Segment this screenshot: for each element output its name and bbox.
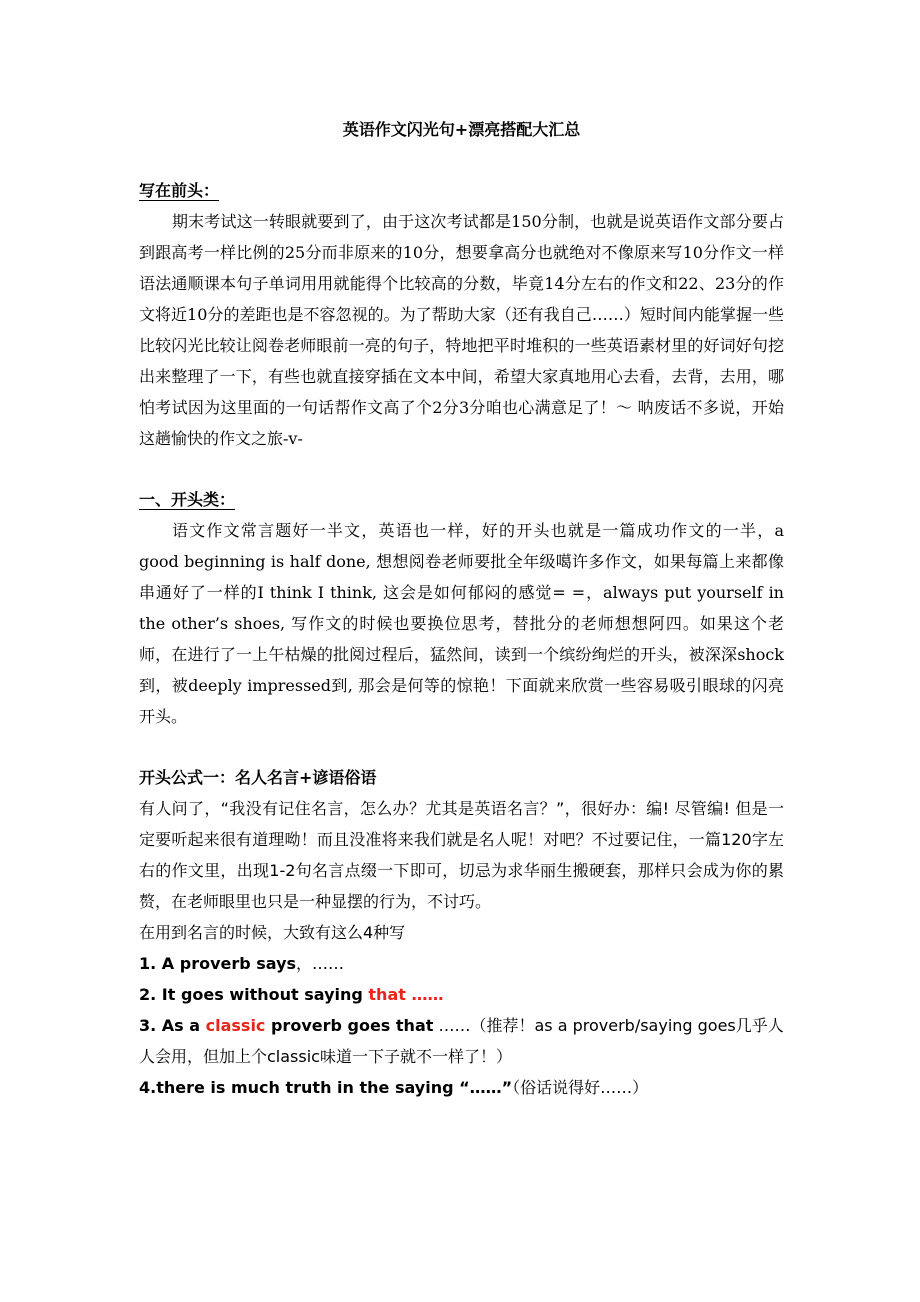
formula-item-4 <box>139 1072 784 1103</box>
formula1-heading: 开头公式一：名人名言+谚语俗语 <box>139 768 377 787</box>
section1-paragraph: 语文作文常言题好一半文，英语也一样，好的开头也就是一篇成功作文的一半，a good beginning is half done, 想想阅卷老师要批全年级噶许多作文，如果每篇上来都像串通好了一样的I think I think, 这会是如何郁闷的感觉= =，always put yourself in the other’s shoes, 写作文的时候也要换位思考，替批分的老师想想阿四。如果这个老师，在进行了一上午枯燥的批阅过程后，猛然间，读到一个缤纷绚烂的开头，被深深shock到，被deeply impressed到, 那会是何等的惊艳！下面就来欣赏一些容易吸引眼球的闪亮开头。 <box>139 521 784 726</box>
formula1-paragraph: 有人问了，“我没有记住名言，怎么办？尤其是英语名言？”，很好办：编! 尽管编! 但是一定要听起来很有道理呦！而且没准将来我们就是名人呢！对吧？不过要记住，一篇120字左右的作文里，出现1-2句名言点缀一下即可，切忌为求华丽生搬硬套，那样只会成为你的累赘，在老师眼里也只是一种显摆的行为，不讨巧。 <box>139 799 784 911</box>
formula-item-3 <box>139 1010 784 1072</box>
spacer <box>139 732 784 763</box>
formula-item-2-bold: 2. It goes without saying <box>139 985 369 1004</box>
formula-item-3-plain: ……（推荐！as a proverb/saying goes几乎人人会用，但加上个classic味道一下子就不一样了！） <box>139 1016 784 1066</box>
section1-heading <box>139 485 784 515</box>
intro-heading-text: 写在前头： <box>139 181 220 200</box>
formula-item-3-bold-a: 3. As a <box>139 1016 206 1035</box>
formula-item-2 <box>139 979 784 1010</box>
formula-item-2-red: that <box>368 985 406 1004</box>
formula-item-1-bold: 1. A proverb says <box>139 954 297 973</box>
formula-item-4-bold: 4.there is much truth in the saying “……” <box>139 1078 513 1097</box>
formula-item-3-bold-b: proverb goes that <box>265 1016 434 1035</box>
formula-item-1 <box>139 948 784 979</box>
spacer <box>139 454 784 485</box>
formula-item-2-red-tail: …… <box>405 985 444 1004</box>
formula1-lead: 在用到名言的时候，大致有这么4种写 <box>139 923 406 942</box>
document-page <box>139 116 784 1103</box>
formula-item-3-red: classic <box>205 1016 266 1035</box>
document-title: 英语作文闪光句+漂亮搭配大汇总 <box>342 120 581 139</box>
section1-heading-text: 一、开头类： <box>139 490 236 509</box>
formula-item-4-plain: （俗话说得好……） <box>512 1078 649 1097</box>
formula-item-1-plain: ，…… <box>296 954 345 973</box>
intro-paragraph: 期末考试这一转眼就要到了，由于这次考试都是150分制，也就是说英语作文部分要占到跟高考一样比例的25分而非原来的10分，想要拿高分也就绝对不像原来写10分作文一样语法通顺课本句子单词用用就能得个比较高的分数，毕竟14分左右的作文和22、23分的作文将近10分的差距也是不容忽视的。为了帮助大家（还有我自己……）短时间内能掌握一些比较闪光比较让阅卷老师眼前一亮的句子，特地把平时堆积的一些英语素材里的好词好句挖出来整理了一下，有些也就直接穿插在文本中间，希望大家真地用心去看，去背，去用，哪怕考试因为这里面的一句话帮作文高了个2分3分咱也心满意足了！～ 呐废话不多说，开始这趟愉快的作文之旅-v- <box>139 212 784 448</box>
intro-heading <box>139 176 784 206</box>
